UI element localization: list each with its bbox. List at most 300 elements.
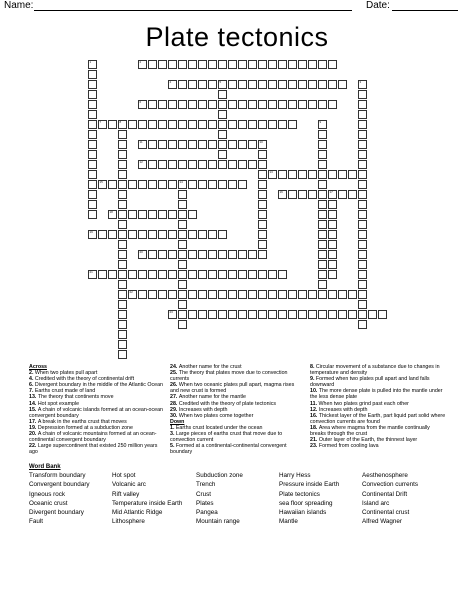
grid-cell[interactable] [238, 80, 247, 89]
grid-cell[interactable] [198, 120, 207, 129]
grid-cell[interactable] [158, 270, 167, 279]
grid-cell[interactable] [258, 120, 267, 129]
grid-cell[interactable] [278, 80, 287, 89]
grid-cell[interactable] [208, 160, 217, 169]
grid-cell[interactable] [288, 100, 297, 109]
grid-cell[interactable] [358, 250, 367, 259]
grid-cell[interactable] [108, 270, 117, 279]
grid-cell[interactable] [218, 110, 227, 119]
grid-cell[interactable] [358, 170, 367, 179]
grid-cell[interactable] [358, 320, 367, 329]
grid-cell[interactable] [138, 290, 147, 299]
grid-cell[interactable] [248, 140, 257, 149]
grid-cell[interactable] [358, 270, 367, 279]
grid-cell[interactable] [118, 150, 127, 159]
grid-cell[interactable] [238, 140, 247, 149]
grid-cell[interactable] [258, 190, 267, 199]
grid-cell[interactable] [168, 160, 177, 169]
grid-cell[interactable] [298, 310, 307, 319]
grid-cell[interactable] [338, 290, 347, 299]
grid-cell[interactable] [278, 270, 287, 279]
grid-cell[interactable] [268, 80, 277, 89]
grid-cell[interactable] [368, 310, 377, 319]
grid-cell[interactable] [208, 180, 217, 189]
grid-cell[interactable] [348, 190, 357, 199]
grid-cell[interactable] [238, 100, 247, 109]
grid-cell[interactable] [138, 230, 147, 239]
grid-cell[interactable] [218, 290, 227, 299]
grid-cell[interactable] [278, 100, 287, 109]
grid-cell[interactable] [268, 170, 277, 179]
grid-cell[interactable] [88, 210, 97, 219]
grid-cell[interactable] [178, 310, 187, 319]
grid-cell[interactable] [308, 310, 317, 319]
grid-cell[interactable] [258, 290, 267, 299]
grid-cell[interactable] [148, 180, 157, 189]
grid-cell[interactable] [118, 320, 127, 329]
grid-cell[interactable] [88, 80, 97, 89]
grid-cell[interactable] [138, 60, 147, 69]
grid-cell[interactable] [158, 250, 167, 259]
grid-cell[interactable] [198, 100, 207, 109]
grid-cell[interactable] [128, 120, 137, 129]
grid-cell[interactable] [158, 100, 167, 109]
grid-cell[interactable] [318, 270, 327, 279]
grid-cell[interactable] [328, 190, 337, 199]
grid-cell[interactable] [298, 80, 307, 89]
grid-cell[interactable] [288, 80, 297, 89]
grid-cell[interactable] [298, 100, 307, 109]
grid-cell[interactable] [328, 260, 337, 269]
grid-cell[interactable] [318, 220, 327, 229]
grid-cell[interactable] [138, 250, 147, 259]
grid-cell[interactable] [168, 60, 177, 69]
grid-cell[interactable] [118, 310, 127, 319]
grid-cell[interactable] [178, 250, 187, 259]
grid-cell[interactable] [358, 80, 367, 89]
grid-cell[interactable] [268, 270, 277, 279]
grid-cell[interactable] [358, 140, 367, 149]
grid-cell[interactable] [138, 180, 147, 189]
grid-cell[interactable] [118, 160, 127, 169]
grid-cell[interactable] [298, 60, 307, 69]
grid-cell[interactable] [208, 310, 217, 319]
grid-cell[interactable] [128, 210, 137, 219]
grid-cell[interactable] [358, 260, 367, 269]
grid-cell[interactable] [318, 210, 327, 219]
grid-cell[interactable] [318, 120, 327, 129]
grid-cell[interactable] [238, 120, 247, 129]
grid-cell[interactable] [198, 290, 207, 299]
grid-cell[interactable] [328, 290, 337, 299]
grid-cell[interactable] [248, 250, 257, 259]
grid-cell[interactable] [328, 310, 337, 319]
grid-cell[interactable] [138, 270, 147, 279]
grid-cell[interactable] [248, 310, 257, 319]
grid-cell[interactable] [88, 70, 97, 79]
grid-cell[interactable] [168, 210, 177, 219]
grid-cell[interactable] [88, 160, 97, 169]
grid-cell[interactable] [88, 90, 97, 99]
grid-cell[interactable] [138, 160, 147, 169]
grid-cell[interactable] [118, 290, 127, 299]
grid-cell[interactable] [318, 310, 327, 319]
grid-cell[interactable] [98, 230, 107, 239]
grid-cell[interactable] [178, 200, 187, 209]
grid-cell[interactable] [358, 130, 367, 139]
grid-cell[interactable] [88, 60, 97, 69]
grid-cell[interactable] [88, 110, 97, 119]
grid-cell[interactable] [328, 270, 337, 279]
grid-cell[interactable] [218, 310, 227, 319]
grid-cell[interactable] [138, 100, 147, 109]
grid-cell[interactable] [138, 120, 147, 129]
grid-cell[interactable] [178, 160, 187, 169]
grid-cell[interactable] [98, 270, 107, 279]
grid-cell[interactable] [258, 60, 267, 69]
grid-cell[interactable] [358, 180, 367, 189]
grid-cell[interactable] [118, 250, 127, 259]
grid-cell[interactable] [178, 190, 187, 199]
grid-cell[interactable] [248, 60, 257, 69]
grid-cell[interactable] [258, 200, 267, 209]
grid-cell[interactable] [168, 180, 177, 189]
grid-cell[interactable] [288, 60, 297, 69]
grid-cell[interactable] [258, 210, 267, 219]
grid-cell[interactable] [228, 180, 237, 189]
grid-cell[interactable] [228, 250, 237, 259]
grid-cell[interactable] [208, 270, 217, 279]
grid-cell[interactable] [118, 120, 127, 129]
grid-cell[interactable] [168, 310, 177, 319]
grid-cell[interactable] [178, 80, 187, 89]
grid-cell[interactable] [158, 160, 167, 169]
grid-cell[interactable] [318, 240, 327, 249]
grid-cell[interactable] [118, 230, 127, 239]
grid-cell[interactable] [318, 130, 327, 139]
grid-cell[interactable] [188, 270, 197, 279]
grid-cell[interactable] [218, 120, 227, 129]
grid-cell[interactable] [338, 310, 347, 319]
grid-cell[interactable] [118, 300, 127, 309]
grid-cell[interactable] [158, 210, 167, 219]
grid-cell[interactable] [278, 190, 287, 199]
grid-cell[interactable] [358, 300, 367, 309]
grid-cell[interactable] [258, 100, 267, 109]
grid-cell[interactable] [188, 100, 197, 109]
grid-cell[interactable] [158, 290, 167, 299]
grid-cell[interactable] [258, 80, 267, 89]
grid-cell[interactable] [118, 200, 127, 209]
grid-cell[interactable] [248, 80, 257, 89]
grid-cell[interactable] [148, 210, 157, 219]
grid-cell[interactable] [328, 240, 337, 249]
grid-cell[interactable] [178, 210, 187, 219]
grid-cell[interactable] [178, 240, 187, 249]
grid-cell[interactable] [188, 60, 197, 69]
grid-cell[interactable] [118, 330, 127, 339]
grid-cell[interactable] [168, 250, 177, 259]
grid-cell[interactable] [88, 150, 97, 159]
grid-cell[interactable] [188, 180, 197, 189]
grid-cell[interactable] [318, 260, 327, 269]
grid-cell[interactable] [358, 150, 367, 159]
grid-cell[interactable] [188, 290, 197, 299]
grid-cell[interactable] [328, 220, 337, 229]
grid-cell[interactable] [278, 60, 287, 69]
grid-cell[interactable] [118, 350, 127, 359]
grid-cell[interactable] [148, 120, 157, 129]
grid-cell[interactable] [308, 190, 317, 199]
grid-cell[interactable] [328, 200, 337, 209]
grid-cell[interactable] [198, 140, 207, 149]
grid-cell[interactable] [168, 100, 177, 109]
grid-cell[interactable] [358, 210, 367, 219]
grid-cell[interactable] [228, 80, 237, 89]
grid-cell[interactable] [198, 310, 207, 319]
grid-cell[interactable] [228, 310, 237, 319]
grid-cell[interactable] [88, 200, 97, 209]
grid-cell[interactable] [218, 80, 227, 89]
grid-cell[interactable] [118, 340, 127, 349]
grid-cell[interactable] [118, 210, 127, 219]
grid-cell[interactable] [258, 170, 267, 179]
grid-cell[interactable] [178, 290, 187, 299]
grid-cell[interactable] [358, 90, 367, 99]
grid-cell[interactable] [258, 180, 267, 189]
grid-cell[interactable] [238, 160, 247, 169]
grid-cell[interactable] [328, 250, 337, 259]
grid-cell[interactable] [358, 290, 367, 299]
grid-cell[interactable] [248, 120, 257, 129]
grid-cell[interactable] [238, 290, 247, 299]
grid-cell[interactable] [178, 280, 187, 289]
grid-cell[interactable] [98, 120, 107, 129]
grid-cell[interactable] [108, 230, 117, 239]
grid-cell[interactable] [208, 140, 217, 149]
grid-cell[interactable] [338, 80, 347, 89]
grid-cell[interactable] [198, 230, 207, 239]
grid-cell[interactable] [318, 150, 327, 159]
grid-cell[interactable] [168, 290, 177, 299]
grid-cell[interactable] [288, 190, 297, 199]
grid-cell[interactable] [198, 250, 207, 259]
grid-cell[interactable] [178, 140, 187, 149]
grid-cell[interactable] [168, 120, 177, 129]
grid-cell[interactable] [88, 180, 97, 189]
grid-cell[interactable] [358, 190, 367, 199]
grid-cell[interactable] [218, 60, 227, 69]
grid-cell[interactable] [118, 170, 127, 179]
grid-cell[interactable] [168, 230, 177, 239]
grid-cell[interactable] [198, 270, 207, 279]
grid-cell[interactable] [228, 140, 237, 149]
grid-cell[interactable] [188, 210, 197, 219]
grid-cell[interactable] [308, 60, 317, 69]
grid-cell[interactable] [358, 310, 367, 319]
grid-cell[interactable] [328, 100, 337, 109]
grid-cell[interactable] [328, 170, 337, 179]
grid-cell[interactable] [158, 140, 167, 149]
grid-cell[interactable] [308, 290, 317, 299]
grid-cell[interactable] [88, 230, 97, 239]
grid-cell[interactable] [278, 170, 287, 179]
grid-cell[interactable] [178, 100, 187, 109]
grid-cell[interactable] [188, 160, 197, 169]
grid-cell[interactable] [118, 270, 127, 279]
grid-cell[interactable] [88, 130, 97, 139]
grid-cell[interactable] [128, 290, 137, 299]
grid-cell[interactable] [218, 180, 227, 189]
grid-cell[interactable] [238, 250, 247, 259]
grid-cell[interactable] [208, 100, 217, 109]
grid-cell[interactable] [268, 310, 277, 319]
grid-cell[interactable] [328, 230, 337, 239]
grid-cell[interactable] [378, 310, 387, 319]
grid-cell[interactable] [338, 170, 347, 179]
grid-cell[interactable] [228, 60, 237, 69]
grid-cell[interactable] [208, 120, 217, 129]
grid-cell[interactable] [308, 170, 317, 179]
grid-cell[interactable] [258, 240, 267, 249]
grid-cell[interactable] [328, 60, 337, 69]
grid-cell[interactable] [228, 290, 237, 299]
grid-cell[interactable] [278, 310, 287, 319]
grid-cell[interactable] [218, 100, 227, 109]
grid-cell[interactable] [308, 80, 317, 89]
grid-cell[interactable] [188, 310, 197, 319]
grid-cell[interactable] [268, 60, 277, 69]
grid-cell[interactable] [208, 250, 217, 259]
grid-cell[interactable] [118, 140, 127, 149]
grid-cell[interactable] [148, 250, 157, 259]
grid-cell[interactable] [88, 140, 97, 149]
grid-cell[interactable] [248, 270, 257, 279]
grid-cell[interactable] [238, 180, 247, 189]
grid-cell[interactable] [148, 290, 157, 299]
grid-cell[interactable] [218, 230, 227, 239]
grid-cell[interactable] [248, 290, 257, 299]
grid-cell[interactable] [288, 310, 297, 319]
grid-cell[interactable] [198, 80, 207, 89]
grid-cell[interactable] [178, 260, 187, 269]
grid-cell[interactable] [358, 100, 367, 109]
grid-cell[interactable] [288, 120, 297, 129]
grid-cell[interactable] [338, 190, 347, 199]
grid-cell[interactable] [178, 230, 187, 239]
grid-cell[interactable] [258, 270, 267, 279]
grid-cell[interactable] [128, 270, 137, 279]
grid-cell[interactable] [228, 270, 237, 279]
grid-cell[interactable] [358, 230, 367, 239]
date-field[interactable] [392, 10, 458, 11]
grid-cell[interactable] [268, 120, 277, 129]
grid-cell[interactable] [258, 140, 267, 149]
grid-cell[interactable] [238, 60, 247, 69]
grid-cell[interactable] [228, 120, 237, 129]
grid-cell[interactable] [318, 140, 327, 149]
grid-cell[interactable] [118, 190, 127, 199]
grid-cell[interactable] [118, 130, 127, 139]
grid-cell[interactable] [108, 120, 117, 129]
grid-cell[interactable] [218, 150, 227, 159]
grid-cell[interactable] [348, 290, 357, 299]
grid-cell[interactable] [158, 180, 167, 189]
grid-cell[interactable] [238, 270, 247, 279]
grid-cell[interactable] [208, 230, 217, 239]
grid-cell[interactable] [358, 110, 367, 119]
grid-cell[interactable] [348, 170, 357, 179]
grid-cell[interactable] [248, 160, 257, 169]
grid-cell[interactable] [228, 160, 237, 169]
grid-cell[interactable] [208, 80, 217, 89]
grid-cell[interactable] [258, 220, 267, 229]
grid-cell[interactable] [188, 230, 197, 239]
grid-cell[interactable] [268, 100, 277, 109]
grid-cell[interactable] [218, 140, 227, 149]
grid-cell[interactable] [188, 140, 197, 149]
grid-cell[interactable] [178, 60, 187, 69]
grid-cell[interactable] [318, 230, 327, 239]
grid-cell[interactable] [318, 160, 327, 169]
grid-cell[interactable] [108, 210, 117, 219]
grid-cell[interactable] [118, 220, 127, 229]
grid-cell[interactable] [298, 290, 307, 299]
grid-cell[interactable] [358, 160, 367, 169]
grid-cell[interactable] [258, 150, 267, 159]
grid-cell[interactable] [358, 240, 367, 249]
grid-cell[interactable] [178, 180, 187, 189]
grid-cell[interactable] [168, 140, 177, 149]
grid-cell[interactable] [198, 160, 207, 169]
grid-cell[interactable] [218, 250, 227, 259]
grid-cell[interactable] [318, 290, 327, 299]
grid-cell[interactable] [318, 100, 327, 109]
grid-cell[interactable] [138, 140, 147, 149]
grid-cell[interactable] [148, 270, 157, 279]
grid-cell[interactable] [148, 160, 157, 169]
grid-cell[interactable] [198, 180, 207, 189]
grid-cell[interactable] [118, 260, 127, 269]
grid-cell[interactable] [288, 290, 297, 299]
grid-cell[interactable] [198, 60, 207, 69]
grid-cell[interactable] [228, 100, 237, 109]
grid-cell[interactable] [258, 310, 267, 319]
grid-cell[interactable] [88, 190, 97, 199]
grid-cell[interactable] [88, 100, 97, 109]
grid-cell[interactable] [218, 130, 227, 139]
grid-cell[interactable] [88, 170, 97, 179]
grid-cell[interactable] [178, 320, 187, 329]
grid-cell[interactable] [258, 250, 267, 259]
grid-cell[interactable] [88, 270, 97, 279]
grid-cell[interactable] [188, 250, 197, 259]
grid-cell[interactable] [318, 180, 327, 189]
grid-cell[interactable] [88, 120, 97, 129]
grid-cell[interactable] [318, 80, 327, 89]
grid-cell[interactable] [318, 190, 327, 199]
grid-cell[interactable] [208, 60, 217, 69]
grid-cell[interactable] [328, 210, 337, 219]
grid-cell[interactable] [358, 220, 367, 229]
grid-cell[interactable] [118, 280, 127, 289]
grid-cell[interactable] [178, 220, 187, 229]
grid-cell[interactable] [218, 90, 227, 99]
grid-cell[interactable] [188, 120, 197, 129]
grid-cell[interactable] [168, 270, 177, 279]
grid-cell[interactable] [318, 170, 327, 179]
grid-cell[interactable] [128, 180, 137, 189]
